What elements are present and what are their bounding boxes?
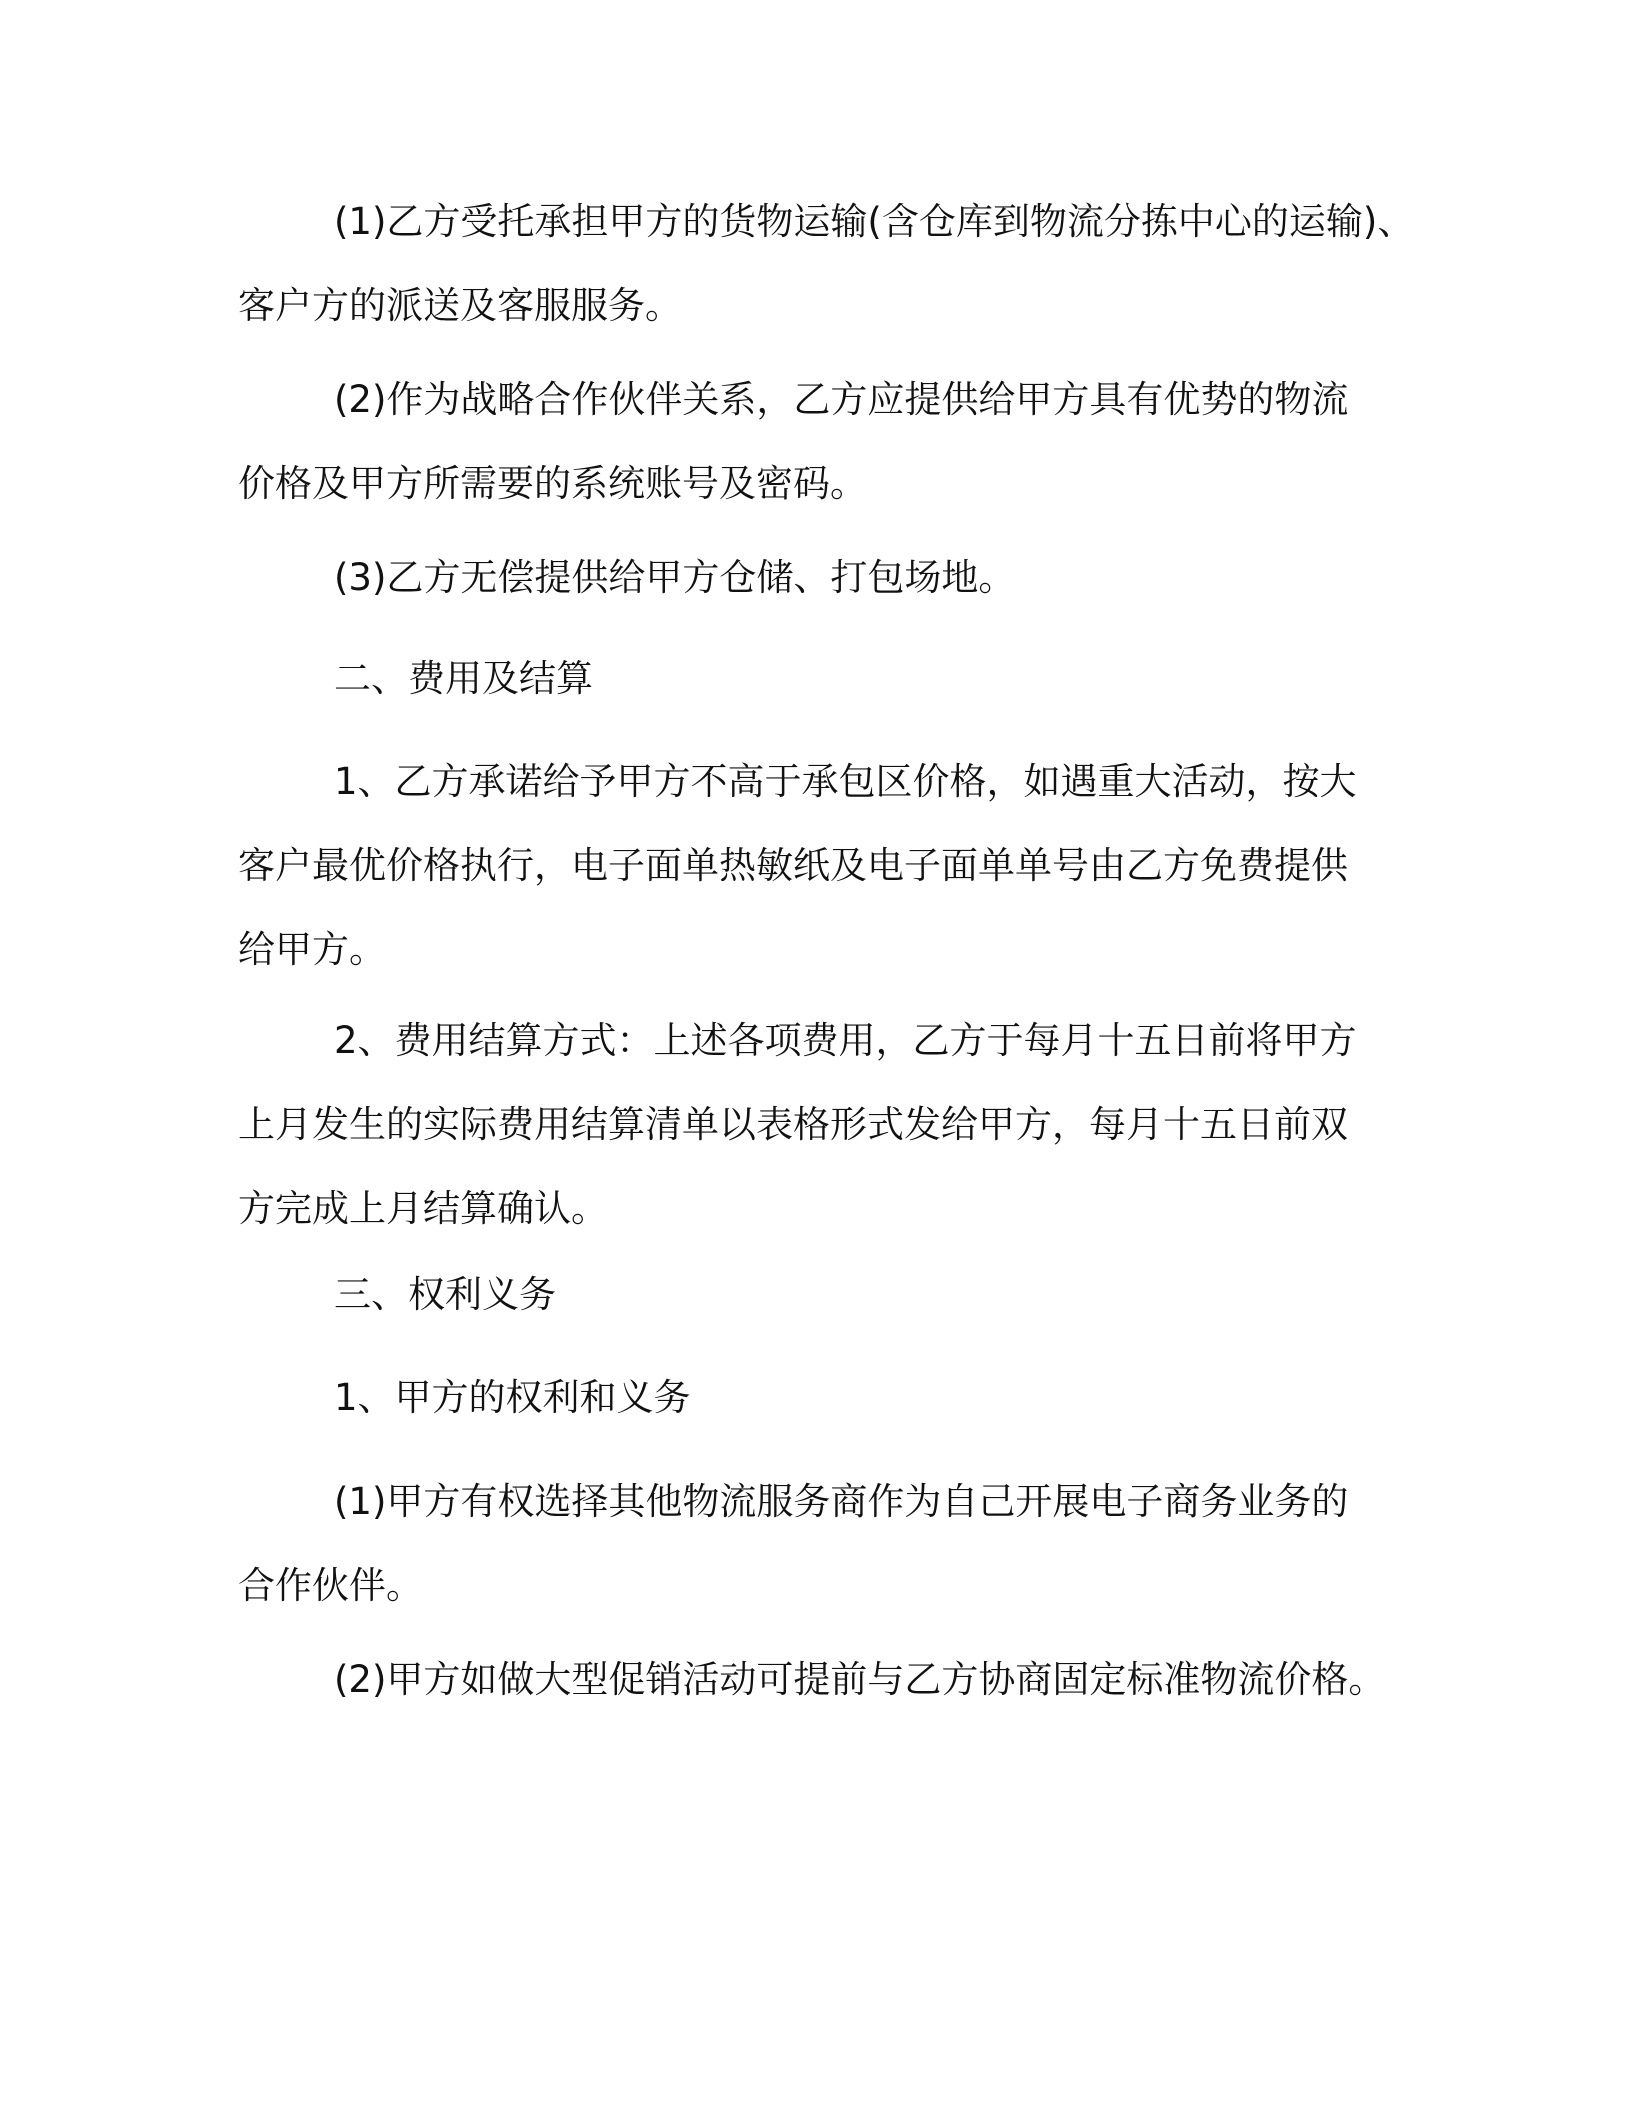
paragraph-5 <box>238 740 1398 992</box>
paragraph-10-line-1: (2)甲方如做大型促销活动可提前与乙方协商固定标准物流价格。 <box>334 1658 1386 1701</box>
section-heading-rights <box>238 1253 1398 1337</box>
section-heading-fees <box>238 637 1398 721</box>
subheading-party-a-rights <box>238 1356 1398 1440</box>
section-heading-rights-text: 三、权利义务 <box>334 1273 556 1316</box>
paragraph-5-line-3: 给甲方。 <box>238 928 386 971</box>
paragraph-6-line-3: 方完成上月结算确认。 <box>238 1187 608 1230</box>
paragraph-9-line-2: 合作伙伴。 <box>238 1564 423 1607</box>
section-heading-fees-text: 二、费用及结算 <box>334 657 593 700</box>
paragraph-3 <box>238 536 1398 620</box>
paragraph-6 <box>238 999 1398 1251</box>
paragraph-2-line-1: (2)作为战略合作伙伴关系，乙方应提供给甲方具有优势的物流 <box>334 378 1349 421</box>
paragraph-1-line-2: 客户方的派送及客服服务。 <box>238 284 682 327</box>
paragraph-6-line-1: 2、费用结算方式：上述各项费用，乙方于每月十五日前将甲方 <box>334 1019 1357 1062</box>
paragraph-9 <box>238 1460 1398 1628</box>
paragraph-3-line-1: (3)乙方无偿提供给甲方仓储、打包场地。 <box>334 556 1016 599</box>
paragraph-2-line-2: 价格及甲方所需要的系统账号及密码。 <box>238 462 867 505</box>
paragraph-5-line-2: 客户最优价格执行，电子面单热敏纸及电子面单单号由乙方免费提供 <box>238 844 1348 887</box>
paragraph-6-line-2: 上月发生的实际费用结算清单以表格形式发给甲方，每月十五日前双 <box>238 1103 1348 1146</box>
paragraph-1 <box>238 180 1415 348</box>
paragraph-9-line-1: (1)甲方有权选择其他物流服务商作为自己开展电子商务业务的 <box>334 1480 1349 1523</box>
paragraph-10 <box>238 1638 1398 1722</box>
paragraph-2 <box>238 358 1398 526</box>
paragraph-5-line-1: 1、乙方承诺给予甲方不高于承包区价格，如遇重大活动，按大 <box>334 760 1357 803</box>
paragraph-1-line-1: (1)乙方受托承担甲方的货物运输(含仓库到物流分拣中心的运输)、 <box>334 200 1415 243</box>
subheading-party-a-rights-text: 1、甲方的权利和义务 <box>334 1376 691 1419</box>
